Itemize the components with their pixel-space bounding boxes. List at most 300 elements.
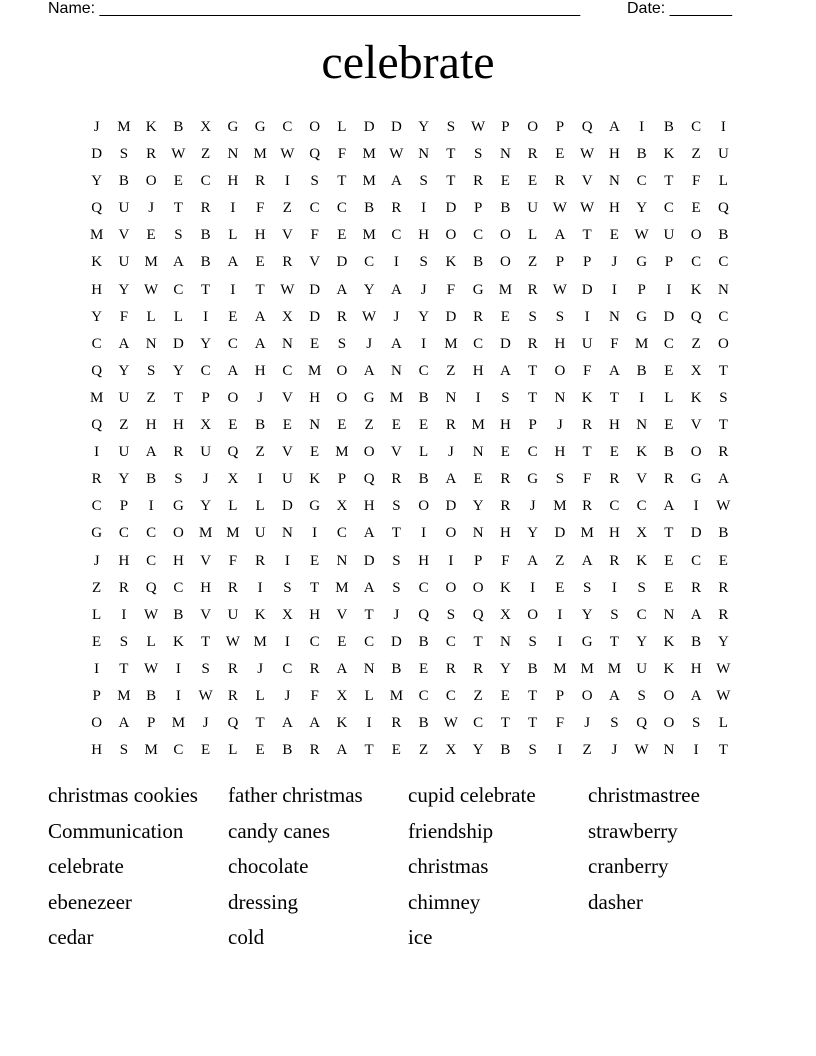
grid-letter: B (418, 471, 429, 488)
grid-letter: J (202, 715, 209, 732)
grid-letter: G (254, 119, 266, 135)
grid-letter: G (690, 471, 702, 488)
grid-letter: H (309, 606, 321, 623)
grid-letter: B (418, 715, 429, 732)
grid-letter: O (472, 579, 484, 596)
grid-letter: E (691, 200, 701, 217)
grid-letter: Y (527, 525, 539, 542)
grid-letter: N (336, 552, 348, 569)
grid-letter: S (119, 146, 129, 163)
grid-letter: J (420, 281, 427, 298)
grid-row (83, 195, 737, 222)
grid-row (83, 737, 737, 764)
grid-letter: G (363, 389, 375, 406)
grid-letter: E (173, 173, 183, 190)
grid-letter: M (144, 254, 158, 271)
grid-letter: E (337, 633, 347, 650)
grid-letter: L (718, 173, 728, 190)
grid-letter: T (609, 633, 619, 650)
grid-letter: K (690, 281, 702, 298)
word-list-item: dasher (588, 889, 643, 914)
grid-letter: O (690, 444, 702, 461)
grid-letter: W (280, 146, 295, 163)
grid-letter: K (636, 552, 648, 569)
grid-letter: M (89, 227, 104, 244)
grid-letter: Y (200, 335, 212, 352)
grid-letter: R (582, 498, 593, 515)
grid-letter: A (608, 362, 620, 379)
grid-letter: M (389, 389, 404, 406)
grid-letter: K (309, 471, 321, 488)
grid-letter: Y (717, 633, 729, 650)
grid-letter: M (607, 660, 622, 677)
grid-letter: J (584, 715, 591, 732)
grid-letter: A (390, 281, 402, 298)
grid-letter: A (390, 173, 402, 190)
grid-letter: O (527, 606, 539, 623)
grid-letter: A (227, 254, 239, 271)
grid-letter: Y (118, 362, 130, 379)
grid-letter: U (663, 227, 675, 244)
grid-letter: T (391, 525, 401, 542)
grid-letter: T (582, 444, 592, 461)
grid-letter: L (337, 119, 347, 135)
grid-letter: B (500, 742, 511, 759)
grid-letter: H (254, 227, 266, 244)
grid-letter: R (554, 173, 565, 190)
grid-letter: K (145, 119, 157, 135)
grid-letter: A (172, 254, 184, 271)
grid-letter: R (391, 471, 402, 488)
grid-letter: I (257, 471, 263, 488)
grid-letter: P (473, 552, 483, 569)
grid-letter: S (419, 173, 428, 190)
grid-letter: E (92, 633, 102, 650)
grid-letter: X (281, 606, 293, 623)
grid-letter: I (421, 200, 427, 217)
grid-letter: O (554, 362, 566, 379)
grid-letter: G (172, 498, 184, 515)
grid-letter: Y (499, 660, 511, 677)
grid-letter: T (364, 606, 374, 623)
grid-letter: Q (227, 444, 239, 461)
grid-letter: C (445, 633, 456, 650)
word-list-item: cold (228, 925, 265, 950)
grid-letter: R (445, 417, 456, 434)
grid-letter: E (391, 742, 401, 759)
grid-letter: Q (227, 715, 239, 732)
grid-letter: A (281, 715, 293, 732)
grid-letter: W (171, 146, 186, 163)
word-list-item: chimney (408, 889, 481, 914)
grid-letter: C (282, 119, 293, 135)
grid-letter: T (528, 687, 538, 704)
grid-letter: Y (472, 498, 484, 515)
grid-letter: C (173, 579, 184, 596)
grid-row (83, 385, 737, 412)
grid-letter: K (91, 254, 103, 271)
grid-letter: A (309, 715, 321, 732)
grid-letter: O (445, 579, 457, 596)
grid-letter: E (310, 444, 320, 461)
grid-letter: N (499, 146, 511, 163)
grid-letter: V (281, 227, 293, 244)
grid-letter: C (636, 498, 647, 515)
grid-letter: M (253, 146, 267, 163)
grid-letter: O (445, 525, 457, 542)
grid-letter: T (201, 281, 211, 298)
grid-letter: E (664, 362, 674, 379)
grid-row (83, 493, 737, 520)
grid-letter: M (117, 687, 131, 704)
grid-letter: W (552, 200, 567, 217)
grid-letter: V (690, 417, 702, 434)
grid-letter: G (636, 254, 648, 271)
grid-letter: T (718, 362, 728, 379)
grid-letter: J (611, 742, 618, 759)
grid-letter: E (500, 444, 510, 461)
grid-letter: B (364, 200, 375, 217)
grid-letter: V (200, 606, 212, 623)
grid-letter: P (119, 498, 129, 515)
grid-letter: I (203, 308, 209, 325)
grid-letter: A (527, 552, 539, 569)
grid-letter: U (254, 525, 266, 542)
grid-letter: O (418, 498, 430, 515)
grid-letter: E (500, 687, 510, 704)
grid-letter: L (664, 389, 674, 406)
grid-letter: R (718, 606, 729, 623)
grid-letter: U (227, 606, 239, 623)
word-list-item: strawberry (588, 818, 678, 843)
grid-letter: N (309, 417, 321, 434)
grid-letter: K (663, 660, 675, 677)
grid-letter: X (281, 308, 293, 325)
grid-letter: A (445, 471, 457, 488)
grid-letter: J (148, 200, 155, 217)
grid-letter: D (363, 119, 375, 135)
grid-letter: S (337, 335, 347, 352)
grid-letter: I (584, 308, 590, 325)
grid-letter: M (389, 687, 404, 704)
grid-letter: B (173, 119, 184, 135)
grid-letter: F (228, 552, 238, 569)
grid-row (83, 575, 737, 602)
grid-letter: P (337, 471, 347, 488)
grid-letter: K (445, 254, 457, 271)
grid-letter: C (118, 525, 129, 542)
grid-letter: I (693, 498, 699, 515)
grid-letter: O (499, 227, 511, 244)
grid-letter: Z (419, 742, 429, 759)
word-list-item: Communication (48, 818, 184, 843)
grid-letter: R (718, 579, 729, 596)
grid-letter: D (309, 308, 321, 325)
grid-letter: S (719, 389, 728, 406)
grid-letter: S (174, 227, 183, 244)
grid-letter: O (363, 444, 375, 461)
grid-letter: H (309, 389, 321, 406)
grid-letter: I (666, 281, 672, 298)
word-list-item: candy canes (228, 818, 331, 843)
grid-letter: T (255, 281, 265, 298)
word-list-item: chocolate (228, 854, 309, 879)
grid-letter: E (310, 552, 320, 569)
grid-letter: Y (91, 173, 103, 190)
grid-letter: Z (691, 335, 701, 352)
grid-letter: H (145, 417, 157, 434)
grid-row (83, 277, 737, 304)
grid-letter: J (93, 119, 100, 135)
grid-letter: E (228, 308, 238, 325)
grid-letter: E (282, 417, 292, 434)
grid-letter: T (664, 173, 674, 190)
grid-letter: Y (418, 119, 430, 135)
grid-letter: C (364, 633, 375, 650)
grid-letter: R (227, 579, 238, 596)
grid-row (83, 548, 737, 575)
grid-letter: N (472, 444, 484, 461)
grid-letter: L (228, 498, 238, 515)
grid-letter: H (200, 579, 212, 596)
grid-letter: B (282, 742, 293, 759)
grid-letter: Y (118, 281, 130, 298)
grid-letter: A (499, 362, 511, 379)
grid-letter: H (608, 200, 620, 217)
grid-letter: A (581, 552, 593, 569)
grid-letter: M (226, 525, 240, 542)
grid-letter: E (310, 335, 320, 352)
grid-letter: B (691, 633, 702, 650)
grid-letter: T (173, 389, 183, 406)
grid-letter: C (691, 119, 702, 135)
grid-letter: Y (418, 308, 430, 325)
grid-letter: Y (363, 281, 375, 298)
grid-letter: W (716, 660, 731, 677)
grid-letter: S (119, 633, 129, 650)
grid-letter: J (257, 660, 264, 677)
grid-letter: L (228, 742, 238, 759)
grid-letter: G (91, 525, 103, 542)
grid-letter: E (473, 471, 483, 488)
grid-letter: Z (473, 687, 483, 704)
grid-letter: I (611, 579, 617, 596)
grid-letter: R (663, 471, 674, 488)
grid-letter: B (663, 444, 674, 461)
grid-letter: P (201, 389, 210, 406)
grid-letter: Z (92, 579, 102, 596)
grid-letter: A (336, 281, 348, 298)
grid-letter: B (418, 633, 429, 650)
grid-letter: R (609, 471, 620, 488)
grid-letter: Z (555, 552, 565, 569)
grid-letter: R (609, 552, 620, 569)
grid-letter: S (528, 742, 537, 759)
grid-letter: U (636, 660, 648, 677)
grid-letter: D (363, 552, 375, 569)
grid-letter: S (637, 579, 646, 596)
name-field-label: Name: ______________________________________________________ (48, 0, 581, 17)
grid-letter: N (663, 606, 675, 623)
grid-letter: R (309, 742, 320, 759)
grid-letter: P (664, 254, 674, 271)
grid-letter: H (91, 281, 103, 298)
grid-letter: U (118, 254, 130, 271)
grid-letter: I (448, 552, 454, 569)
grid-letter: F (582, 362, 592, 379)
grid-row (83, 466, 737, 493)
grid-letter: J (93, 552, 100, 569)
grid-letter: E (664, 579, 674, 596)
word-list-item: friendship (408, 818, 494, 843)
grid-letter: J (611, 254, 618, 271)
grid-row (83, 656, 737, 683)
grid-letter: Y (581, 606, 593, 623)
word-list-item: ice (408, 925, 433, 950)
grid-letter: W (634, 742, 649, 759)
grid-letter: H (118, 552, 130, 569)
grid-letter: J (202, 471, 209, 488)
grid-letter: H (690, 660, 702, 677)
grid-letter: Z (446, 362, 456, 379)
grid-letter: K (172, 633, 184, 650)
grid-letter: F (555, 715, 565, 732)
grid-letter: R (227, 660, 238, 677)
grid-letter: C (200, 362, 211, 379)
grid-letter: I (312, 525, 318, 542)
grid-letter: A (336, 742, 348, 759)
grid-letter: A (663, 498, 675, 515)
grid-letter: Y (200, 498, 212, 515)
grid-letter: W (552, 281, 567, 298)
date-field-label: Date: _______ (627, 0, 732, 17)
grid-letter: D (390, 633, 402, 650)
grid-letter: C (391, 227, 402, 244)
grid-letter: X (336, 498, 348, 515)
grid-letter: R (227, 687, 238, 704)
grid-letter: I (230, 200, 236, 217)
grid-letter: I (121, 606, 127, 623)
grid-letter: P (92, 687, 101, 704)
grid-letter: E (255, 742, 265, 759)
grid-letter: I (421, 335, 427, 352)
grid-row (83, 249, 737, 276)
grid-letter: N (281, 335, 293, 352)
grid-letter: Z (201, 146, 211, 163)
grid-letter: W (716, 498, 731, 515)
letter-grid (83, 114, 737, 764)
grid-letter: C (309, 633, 320, 650)
grid-letter: J (257, 389, 264, 406)
grid-letter: Q (581, 119, 593, 135)
grid-letter: M (580, 525, 594, 542)
grid-letter: N (608, 173, 620, 190)
grid-letter: N (281, 525, 293, 542)
grid-row (83, 439, 737, 466)
grid-letter: Y (636, 200, 648, 217)
grid-letter: H (172, 417, 184, 434)
grid-letter: I (284, 173, 290, 190)
grid-letter: L (718, 715, 728, 732)
grid-letter: B (636, 362, 647, 379)
grid-letter: L (146, 308, 156, 325)
grid-letter: V (390, 444, 402, 461)
grid-letter: S (691, 715, 701, 732)
grid-letter: I (639, 389, 645, 406)
grid-letter: B (527, 660, 538, 677)
grid-letter: M (362, 173, 376, 190)
grid-letter: S (610, 606, 619, 623)
grid-row (83, 412, 737, 439)
grid-letter: T (119, 660, 129, 677)
word-list-item: celebrate (48, 854, 124, 879)
grid-letter: U (200, 444, 212, 461)
grid-letter: Z (364, 417, 374, 434)
grid-letter: K (663, 633, 675, 650)
grid-letter: R (173, 444, 184, 461)
grid-letter: C (663, 335, 674, 352)
grid-letter: J (556, 417, 563, 434)
grid-letter: R (527, 146, 538, 163)
grid-letter: M (362, 227, 376, 244)
grid-letter: Y (172, 362, 184, 379)
grid-letter: U (281, 471, 293, 488)
grid-letter: S (174, 471, 183, 488)
grid-letter: R (146, 146, 157, 163)
grid-letter: C (336, 525, 347, 542)
grid-letter: L (92, 606, 102, 623)
grid-letter: M (335, 579, 349, 596)
grid-row (83, 222, 737, 249)
grid-letter: O (445, 227, 457, 244)
grid-letter: A (254, 308, 266, 325)
grid-letter: T (201, 633, 211, 650)
grid-letter: I (557, 606, 563, 623)
grid-letter: R (445, 660, 456, 677)
grid-letter: I (94, 444, 100, 461)
grid-letter: Q (690, 308, 702, 325)
grid-letter: C (636, 606, 647, 623)
grid-letter: M (117, 119, 131, 135)
grid-letter: C (445, 687, 456, 704)
grid-letter: S (582, 579, 592, 596)
grid-letter: A (118, 715, 130, 732)
grid-letter: T (664, 525, 674, 542)
grid-letter: E (664, 552, 674, 569)
grid-letter: C (336, 200, 347, 217)
grid-letter: C (636, 173, 647, 190)
grid-letter: Y (118, 471, 130, 488)
grid-letter: F (610, 335, 619, 352)
grid-letter: G (227, 119, 239, 135)
grid-row (83, 520, 737, 547)
grid-letter: N (227, 146, 239, 163)
grid-letter: I (257, 579, 263, 596)
grid-letter: A (608, 119, 620, 135)
grid-row (83, 141, 737, 168)
grid-letter: X (636, 525, 648, 542)
grid-letter: D (581, 281, 593, 298)
grid-letter: L (528, 227, 538, 244)
grid-letter: X (200, 417, 212, 434)
grid-letter: R (500, 498, 511, 515)
grid-letter: T (364, 742, 374, 759)
grid-letter: P (528, 417, 537, 434)
grid-letter: F (501, 552, 510, 569)
grid-letter: L (364, 687, 374, 704)
grid-letter: I (639, 119, 645, 135)
grid-letter: J (284, 687, 291, 704)
